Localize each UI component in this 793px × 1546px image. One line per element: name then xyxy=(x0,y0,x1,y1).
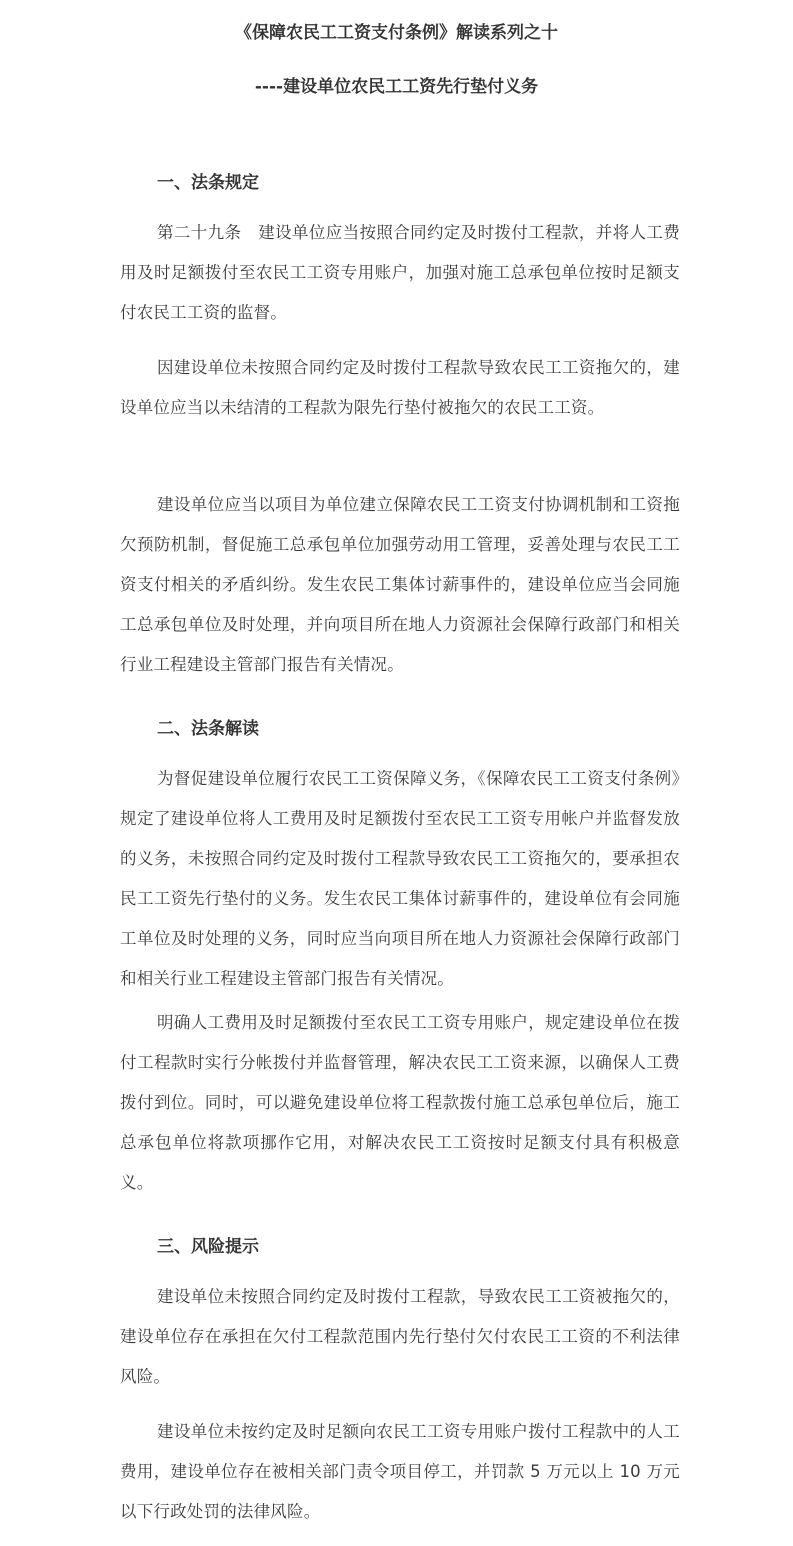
section-heading: 一、法条规定 xyxy=(157,173,259,193)
paragraph: 建设单位应当以项目为单位建立保障农民工工资支付协调机制和工资拖欠预防机制，督促施工总承包单位加强劳动用工管理，妥善处理与农民工工资支付相关的矛盾纠纷。发生农民工集体讨薪事件的，建设单位应当会同施工总承包单位及时处理，并向项目所在地人力资源社会保障行政部门和相关行业工程建设主管部门报告有关情况。 xyxy=(120,495,680,674)
paragraph: 因建设单位未按照合同约定及时拨付工程款导致农民工工资拖欠的，建设单位应当以未结清的工程款为限先行垫付被拖欠的农民工工资。 xyxy=(120,358,680,417)
paragraph: 建设单位未按约定及时足额向农民工工资专用账户拨付工程款中的人工费用，建设单位存在被相关部门责令项目停工，并罚款 5 万元以上 10 万元以下行政处罚的法律风险。 xyxy=(120,1422,680,1521)
paragraph: 第二十九条 建设单位应当按照合同约定及时拨付工程款，并将人工费用及时足额拨付至农民工工资专用账户，加强对施工总承包单位按时足额支付农民工工资的监督。 xyxy=(120,223,680,322)
section-heading: 二、法条解读 xyxy=(157,719,259,739)
section-heading: 三、风险提示 xyxy=(157,1237,259,1257)
paragraph: 明确人工费用及时足额拨付至农民工工资专用账户，规定建设单位在拨付工程款时实行分帐拨付并监督管理，解决农民工工资来源，以确保人工费拨付到位。同时，可以避免建设单位将工程款拨付施工总承包单位后，施工总承包单位将款项挪作它用，对解决农民工工资按时足额支付具有积极意义。 xyxy=(120,1013,680,1192)
paragraph: 建设单位未按照合同约定及时拨付工程款，导致农民工工资被拖欠的，建设单位存在承担在欠付工程款范围内先行垫付欠付农民工工资的不利法律风险。 xyxy=(120,1287,680,1386)
document-title: 《保障农民工工资支付条例》解读系列之十 xyxy=(235,23,558,43)
document-subtitle: ----建设单位农民工工资先行垫付义务 xyxy=(254,77,539,97)
paragraph: 为督促建设单位履行农民工工资保障义务，《保障农民工工资支付条例》规定了建设单位将人工费用及时足额拨付至农民工工资专用帐户并监督发放的义务，未按照合同约定及时拨付工程款导致农民工工资拖欠的，要承担农民工工资先行垫付的义务。发生农民工集体讨薪事件的，建设单位有会同施工单位及时处理的义务，同时应当向项目所在地人力资源社会保障行政部门和相关行业工程建设主管部门报告有关情况。 xyxy=(120,769,680,988)
